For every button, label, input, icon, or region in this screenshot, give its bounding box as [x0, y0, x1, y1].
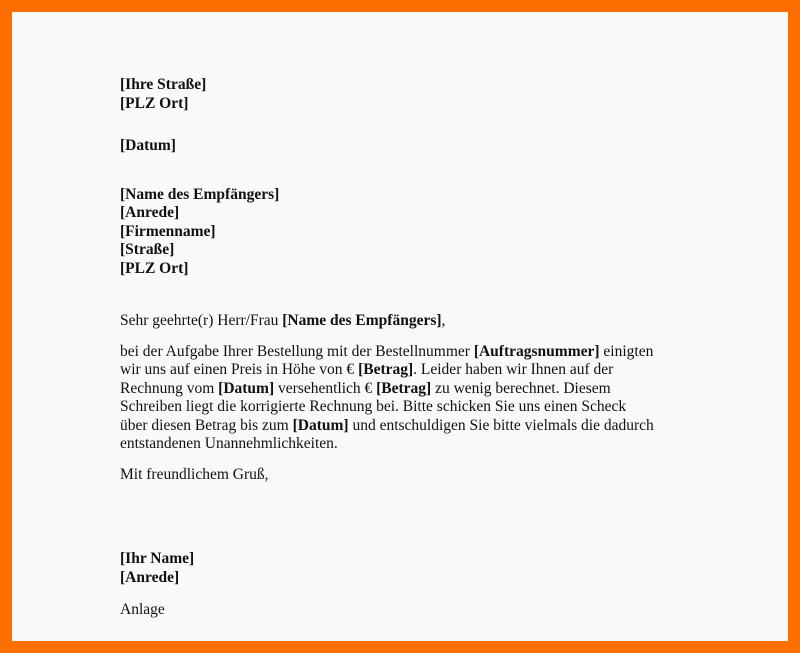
sender-city: [PLZ Ort] — [120, 94, 189, 112]
recipient-city: [PLZ Ort] — [120, 259, 189, 277]
recipient-street: [Straße] — [120, 241, 175, 258]
body-paragraph — [120, 343, 680, 454]
body-line-3: Rechnung vom [Datum] versehentlich € [Betrag] zu wenig berechnet. Diesem — [120, 379, 611, 397]
letter-date: [Datum] — [120, 137, 176, 154]
due-date-field: [Datum] — [292, 416, 349, 434]
salutation-prefix: Sehr geehrte(r) Herr/Frau — [120, 312, 283, 329]
body-line-4: Schreiben liegt die korrigierte Rechnung bei. Bitte schicken Sie uns einen Scheck — [120, 398, 627, 415]
order-number-field: [Auftragsnummer] — [473, 342, 600, 360]
salutation-suffix: , — [441, 312, 446, 329]
signature-name: [Ihr Name] — [120, 550, 195, 567]
recipient-salutation: [Anrede] — [120, 204, 180, 221]
amount-field: [Betrag] — [358, 361, 414, 378]
salutation-line — [120, 312, 680, 331]
recipient-name: [Name des Empfängers] — [120, 185, 280, 203]
letter-page — [12, 12, 788, 641]
letter-body — [120, 76, 680, 620]
body-line-1: bei der Aufgabe Ihrer Bestellung mit der Bestellnummer [Auftragsnummer] einigten — [120, 342, 654, 360]
signature-block — [120, 550, 680, 587]
body-line-2: wir uns auf einen Preis in Höhe von € [Betrag]. Leider haben wir Ihnen auf der — [120, 361, 614, 378]
amount-field-2: [Betrag] — [376, 379, 432, 397]
body-line-5: über diesen Betrag bis zum [Datum] und entschuldigen Sie bitte vielmals die dadurch — [120, 416, 654, 434]
closing: Mit freundlichem Gruß, — [120, 465, 269, 483]
salutation-name: [Name des Empfängers] — [282, 312, 442, 329]
sender-street: [Ihre Straße] — [120, 76, 207, 93]
signature-salutation: [Anrede] — [120, 568, 180, 586]
sender-address — [120, 76, 680, 113]
body-line-6: entstandenen Unannehmlichkeiten. — [120, 435, 338, 452]
recipient-address — [120, 186, 680, 279]
recipient-company: [Firmenname] — [120, 222, 216, 240]
invoice-date-field: [Datum] — [218, 379, 275, 397]
enclosure: Anlage — [120, 601, 165, 618]
